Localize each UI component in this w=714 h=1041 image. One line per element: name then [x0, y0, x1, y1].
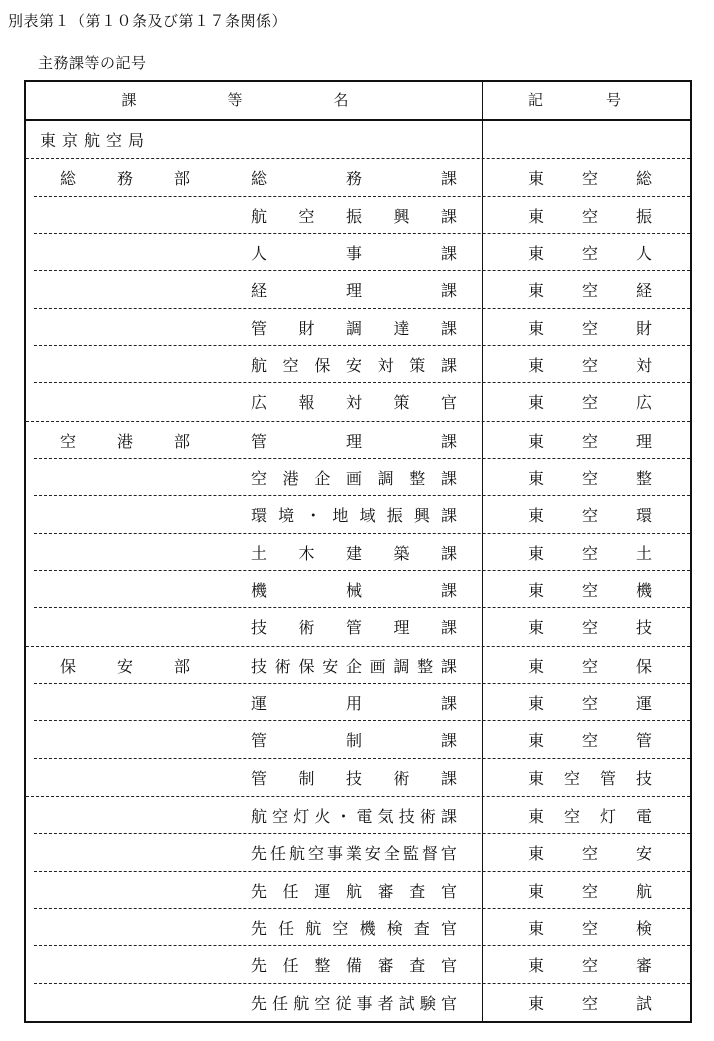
section-name: 管 制 課 [251, 731, 457, 751]
section-name: 人 事 課 [251, 244, 457, 264]
table-row [26, 946, 690, 983]
section-symbol: 東 空 機 [528, 581, 652, 601]
table-row [26, 197, 690, 234]
section-name: 広 報 対 策 官 [251, 393, 457, 413]
table-row [26, 721, 690, 758]
section-symbol: 東 空 技 [528, 618, 652, 638]
section-name: 管 制 技 術 課 [251, 768, 457, 788]
section-name: 先 任 航 空 従 事 者 試 験 官 [251, 993, 457, 1013]
table-row [26, 383, 690, 421]
section-name: 土 木 建 築 課 [251, 543, 457, 563]
table-row [26, 459, 690, 496]
section-symbol: 東 空 検 [528, 919, 652, 939]
table-row [26, 159, 690, 196]
section-symbol: 東 空 総 [528, 169, 652, 189]
table-row [26, 984, 690, 1021]
table-row [26, 872, 690, 909]
section-symbol: 東 空 管 技 [528, 768, 652, 788]
section-symbol: 東 空 対 [528, 356, 652, 376]
section-name: 航 空 振 興 課 [251, 206, 457, 226]
section-symbol: 東 空 審 [528, 956, 652, 976]
section-name: 環 境 ・ 地 域 振 興 課 [251, 506, 457, 526]
page-title: 別表第１（第１０条及び第１７条関係） [8, 12, 288, 30]
department-name: 保 安 部 [60, 656, 190, 676]
table-row [26, 422, 690, 459]
header-symbol [483, 82, 690, 119]
section-symbol: 東 空 航 [528, 881, 652, 901]
section-name: 機 械 課 [251, 581, 457, 601]
table-row [26, 647, 690, 684]
section-symbol: 東 空 灯 電 [528, 807, 652, 827]
table-row [26, 309, 690, 346]
section-symbol: 東 空 整 [528, 469, 652, 489]
section-symbol: 東 空 管 [528, 731, 652, 751]
section-name: 管 財 調 達 課 [251, 318, 457, 338]
section-symbol: 東 空 広 [528, 393, 652, 413]
section-symbol: 東 空 安 [528, 844, 652, 864]
table-row [26, 234, 690, 271]
section-symbol: 東 空 土 [528, 543, 652, 563]
table-caption: 主務課等の記号 [38, 54, 147, 72]
header-name-label: 課 等 名 [121, 91, 387, 109]
header-name [26, 82, 482, 119]
section-symbol: 東 空 理 [528, 431, 652, 451]
section-symbol: 東 空 環 [528, 506, 652, 526]
table-row [26, 909, 690, 946]
department-name: 空 港 部 [60, 431, 190, 451]
section-name: 先 任 航 空 機 検 査 官 [251, 919, 457, 939]
department-name: 総 務 部 [60, 169, 190, 189]
section-name: 先 任 整 備 審 査 官 [251, 956, 457, 976]
table-header [26, 82, 690, 121]
section-name: 空 港 企 画 調 整 課 [251, 469, 457, 489]
section-symbol: 東 空 保 [528, 656, 652, 676]
table-row [26, 346, 690, 383]
table-body [26, 121, 690, 1021]
section-name: 航 空 灯 火 ・ 電 気 技 術 課 [251, 807, 457, 827]
section-name: 技 術 管 理 課 [251, 618, 457, 638]
section-symbol: 東 空 試 [528, 993, 652, 1013]
section-name: 経 理 課 [251, 281, 457, 301]
section-symbol: 東 空 財 [528, 318, 652, 338]
table-row [26, 534, 690, 571]
section-name: 総 務 課 [251, 169, 457, 189]
symbol-table [24, 80, 692, 1023]
section-symbol: 東 空 運 [528, 694, 652, 714]
section-symbol: 東 空 人 [528, 244, 652, 264]
table-row [26, 797, 690, 834]
section-name: 先 任 航 空 事 業 安 全 監 督 官 [251, 844, 457, 864]
table-row [26, 271, 690, 308]
table-row [26, 571, 690, 608]
table-row [26, 496, 690, 533]
section-name: 技 術 保 安 企 画 調 整 課 [251, 656, 457, 676]
bureau-name: 東京航空局 [40, 131, 151, 151]
section-symbol: 東 空 経 [528, 281, 652, 301]
section-symbol: 東 空 振 [528, 206, 652, 226]
header-symbol-label: 記 号 [527, 91, 645, 109]
table-row [26, 684, 690, 721]
section-name: 航 空 保 安 対 策 課 [251, 356, 457, 376]
table-row [26, 608, 690, 646]
section-name: 運 用 課 [251, 694, 457, 714]
table-row [26, 834, 690, 871]
table-row [26, 759, 690, 797]
bureau-row [26, 121, 690, 159]
section-name: 管 理 課 [251, 431, 457, 451]
section-name: 先 任 運 航 審 査 官 [251, 881, 457, 901]
